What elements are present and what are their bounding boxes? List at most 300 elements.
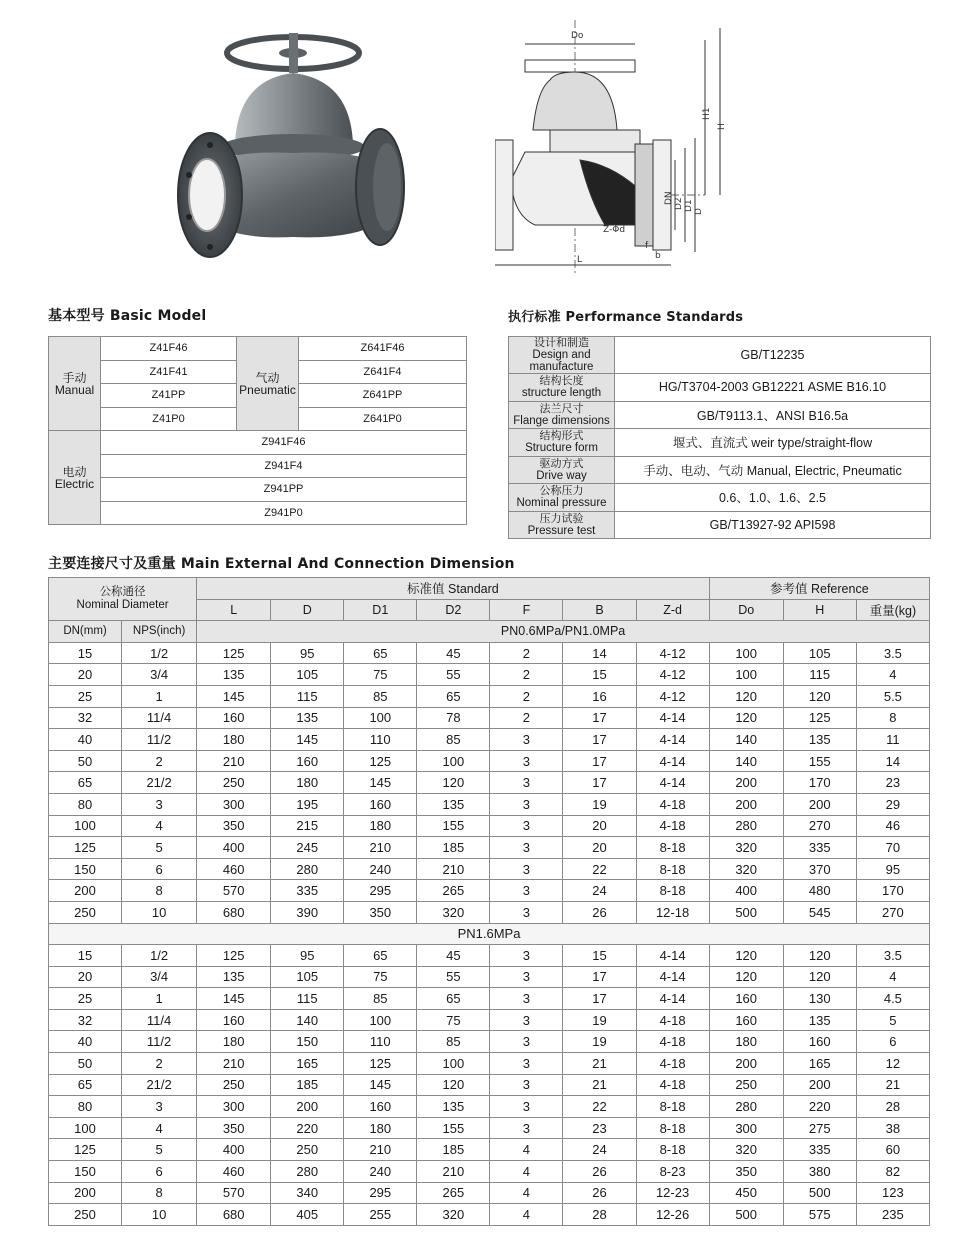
table-cell: 120 <box>783 685 856 707</box>
table-cell: 100 <box>709 642 783 664</box>
table-cell: 4 <box>490 1182 563 1204</box>
table-cell: 4-14 <box>636 966 709 988</box>
performance-label <box>509 456 615 484</box>
table-cell: 4-18 <box>636 1031 709 1053</box>
model-cell: Z41F41 <box>101 360 237 384</box>
table-cell: 120 <box>417 772 490 794</box>
group-manual <box>49 337 101 431</box>
table-cell: 155 <box>783 750 856 772</box>
table-cell: 8 <box>122 1182 197 1204</box>
nominal-diameter-en: Nominal Diameter <box>76 599 169 612</box>
table-cell: 245 <box>271 837 344 859</box>
table-cell: 4-14 <box>636 772 709 794</box>
performance-row <box>509 401 931 429</box>
table-row <box>49 815 930 837</box>
performance-label-en: Design and manufacture <box>529 349 594 373</box>
table-cell: 265 <box>417 1182 490 1204</box>
table-cell: 75 <box>344 664 417 686</box>
table-cell: 120 <box>417 1074 490 1096</box>
table-cell: 8-18 <box>636 880 709 902</box>
table-cell: 3 <box>490 1031 563 1053</box>
table-cell: 210 <box>344 1139 417 1161</box>
table-cell: 135 <box>271 707 344 729</box>
label-dn: DN <box>664 191 674 205</box>
table-cell: 14 <box>856 750 929 772</box>
label-do: Do <box>571 31 584 41</box>
table-cell: 270 <box>783 815 856 837</box>
table-cell: 40 <box>49 729 122 751</box>
table-cell: 170 <box>783 772 856 794</box>
table-cell: 21 <box>563 1053 636 1075</box>
table-cell: 155 <box>417 1117 490 1139</box>
table-cell: 400 <box>709 880 783 902</box>
table-row <box>49 664 930 686</box>
table-cell: 95 <box>271 945 344 967</box>
table-cell: 210 <box>417 1161 490 1183</box>
table-cell: 19 <box>563 1031 636 1053</box>
table-cell: 4-14 <box>636 750 709 772</box>
table-cell: 15 <box>49 642 122 664</box>
table-cell: 265 <box>417 880 490 902</box>
performance-label-zh: 结构长度 <box>539 374 584 388</box>
table-cell: 545 <box>783 901 856 923</box>
table-cell: 8 <box>122 880 197 902</box>
table-cell: 3 <box>490 988 563 1010</box>
table-row <box>49 1074 930 1096</box>
table-cell: 105 <box>271 966 344 988</box>
table-cell: 3 <box>490 945 563 967</box>
table-row <box>49 772 930 794</box>
table-cell: 3 <box>490 1117 563 1139</box>
table-cell: 45 <box>417 945 490 967</box>
table-cell: 85 <box>417 729 490 751</box>
table-cell: 21 <box>563 1074 636 1096</box>
table-cell: 12 <box>856 1053 929 1075</box>
table-cell: 180 <box>197 1031 271 1053</box>
table-cell: 8-18 <box>636 1096 709 1118</box>
table-cell: 570 <box>197 880 271 902</box>
table-cell: 680 <box>197 1204 271 1226</box>
pressure-band-label: PN1.6MPa <box>49 923 930 945</box>
table-cell: 160 <box>197 1009 271 1031</box>
table-cell: 295 <box>344 1182 417 1204</box>
table-cell: 250 <box>49 901 122 923</box>
table-cell: 19 <box>563 793 636 815</box>
column-header: B <box>563 599 636 621</box>
table-cell: 1 <box>122 988 197 1010</box>
table-cell: 12-26 <box>636 1204 709 1226</box>
table-cell: 28 <box>563 1204 636 1226</box>
performance-label-zh: 公称压力 <box>539 484 584 498</box>
table-cell: 145 <box>197 988 271 1010</box>
table-cell: 12-23 <box>636 1182 709 1204</box>
table-cell: 16 <box>563 685 636 707</box>
table-cell: 26 <box>563 1182 636 1204</box>
table-cell: 125 <box>197 642 271 664</box>
table-cell: 235 <box>856 1204 929 1226</box>
table-cell: 65 <box>49 772 122 794</box>
table-cell: 11/2 <box>122 729 197 751</box>
label-b: b <box>655 251 661 261</box>
table-cell: 55 <box>417 664 490 686</box>
model-cell: Z941F4 <box>101 454 467 478</box>
table-cell: 170 <box>856 880 929 902</box>
table-cell: 405 <box>271 1204 344 1226</box>
label-h: H <box>717 123 727 130</box>
table-cell: 15 <box>563 945 636 967</box>
table-cell: 300 <box>197 1096 271 1118</box>
table-cell: 55 <box>417 966 490 988</box>
table-cell: 3 <box>490 793 563 815</box>
table-cell: 100 <box>344 1009 417 1031</box>
group-pneumatic-en: Pneumatic <box>239 382 296 397</box>
performance-label <box>509 337 615 374</box>
table-cell: 370 <box>783 858 856 880</box>
table-cell: 210 <box>197 1053 271 1075</box>
table-cell: 100 <box>49 815 122 837</box>
performance-standards-table <box>508 336 931 539</box>
basic-model-table <box>48 336 467 525</box>
table-cell: 3 <box>490 1009 563 1031</box>
table-cell: 65 <box>344 642 417 664</box>
table-cell: 185 <box>417 1139 490 1161</box>
table-cell: 100 <box>417 750 490 772</box>
table-cell: 135 <box>783 729 856 751</box>
table-cell: 255 <box>344 1204 417 1226</box>
table-cell: 3 <box>490 815 563 837</box>
table-cell: 65 <box>344 945 417 967</box>
table-row <box>49 793 930 815</box>
table-cell: 4-12 <box>636 685 709 707</box>
table-cell: 120 <box>709 707 783 729</box>
table-cell: 120 <box>709 966 783 988</box>
table-cell: 125 <box>49 1139 122 1161</box>
table-cell: 180 <box>271 772 344 794</box>
column-header: 重量(kg) <box>856 599 929 621</box>
table-cell: 80 <box>49 1096 122 1118</box>
table-cell: 4-18 <box>636 1053 709 1075</box>
table-cell: 17 <box>563 772 636 794</box>
table-cell: 1/2 <box>122 642 197 664</box>
table-cell: 3 <box>490 858 563 880</box>
table-cell: 20 <box>49 966 122 988</box>
table-cell: 125 <box>783 707 856 729</box>
table-cell: 185 <box>271 1074 344 1096</box>
table-cell: 28 <box>856 1096 929 1118</box>
label-d: D <box>694 208 704 215</box>
table-cell: 4.5 <box>856 988 929 1010</box>
table-cell: 135 <box>783 1009 856 1031</box>
table-cell: 115 <box>783 664 856 686</box>
table-cell: 150 <box>271 1031 344 1053</box>
table-row <box>49 1117 930 1139</box>
table-row <box>49 966 930 988</box>
nominal-diameter-header <box>49 578 197 621</box>
model-cell: Z641PP <box>299 384 467 408</box>
table-cell: 320 <box>709 837 783 859</box>
table-cell: 400 <box>197 1139 271 1161</box>
table-cell: 1/2 <box>122 945 197 967</box>
valve-cross-section-drawing <box>495 20 760 280</box>
table-cell: 3.5 <box>856 642 929 664</box>
table-cell: 500 <box>709 1204 783 1226</box>
table-cell: 4-14 <box>636 945 709 967</box>
table-cell: 10 <box>122 1204 197 1226</box>
table-cell: 95 <box>271 642 344 664</box>
table-cell: 3 <box>490 1053 563 1075</box>
table-cell: 100 <box>709 664 783 686</box>
table-cell: 340 <box>271 1182 344 1204</box>
table-cell: 65 <box>417 988 490 1010</box>
table-row <box>49 901 930 923</box>
table-cell: 4-14 <box>636 729 709 751</box>
table-cell: 21 <box>856 1074 929 1096</box>
table-row <box>49 880 930 902</box>
label-f: f <box>645 241 649 251</box>
table-cell: 8 <box>856 707 929 729</box>
model-cell: Z941F46 <box>101 431 467 455</box>
table-cell: 335 <box>783 837 856 859</box>
table-cell: 140 <box>709 729 783 751</box>
table-cell: 160 <box>783 1031 856 1053</box>
performance-label-en: Drive way <box>536 469 587 482</box>
column-header: F <box>490 599 563 621</box>
basic-model-title: 基本型号 Basic Model <box>48 308 207 324</box>
table-cell: 280 <box>271 858 344 880</box>
table-cell: 185 <box>417 837 490 859</box>
table-row <box>49 945 930 967</box>
table-cell: 380 <box>783 1161 856 1183</box>
table-cell: 4-18 <box>636 793 709 815</box>
table-cell: 6 <box>122 858 197 880</box>
column-header: L <box>197 599 271 621</box>
table-cell: 160 <box>197 707 271 729</box>
table-cell: 320 <box>417 901 490 923</box>
table-cell: 110 <box>344 729 417 751</box>
model-cell: Z641F46 <box>299 337 467 361</box>
table-row <box>49 642 930 664</box>
table-cell: 5 <box>122 837 197 859</box>
performance-value: GB/T12235 <box>615 337 931 374</box>
nominal-diameter-zh: 公称通径 <box>99 586 146 599</box>
performance-label-en: Pressure test <box>527 524 596 537</box>
table-cell: 12-18 <box>636 901 709 923</box>
table-cell: 120 <box>709 685 783 707</box>
performance-label-en: Flange dimensions <box>513 414 610 427</box>
table-cell: 120 <box>783 945 856 967</box>
table-cell: 100 <box>49 1117 122 1139</box>
table-cell: 200 <box>709 793 783 815</box>
table-cell: 480 <box>783 880 856 902</box>
table-cell: 350 <box>709 1161 783 1183</box>
table-cell: 160 <box>344 1096 417 1118</box>
table-cell: 160 <box>709 988 783 1010</box>
table-cell: 240 <box>344 858 417 880</box>
table-cell: 65 <box>49 1074 122 1096</box>
table-cell: 20 <box>563 837 636 859</box>
table-cell: 150 <box>49 858 122 880</box>
performance-label-zh: 设计和制造 <box>534 336 589 349</box>
table-cell: 200 <box>49 1182 122 1204</box>
table-cell: 165 <box>271 1053 344 1075</box>
table-cell: 200 <box>783 793 856 815</box>
table-cell: 65 <box>417 685 490 707</box>
table-cell: 220 <box>783 1096 856 1118</box>
table-cell: 6 <box>856 1031 929 1053</box>
table-cell: 350 <box>197 1117 271 1139</box>
table-cell: 180 <box>344 815 417 837</box>
table-cell: 4-18 <box>636 1009 709 1031</box>
performance-row <box>509 429 931 457</box>
table-cell: 25 <box>49 685 122 707</box>
table-cell: 3 <box>490 729 563 751</box>
table-cell: 130 <box>783 988 856 1010</box>
performance-row <box>509 374 931 402</box>
table-cell: 19 <box>563 1009 636 1031</box>
table-cell: 350 <box>197 815 271 837</box>
group-pneumatic <box>237 337 299 431</box>
table-cell: 250 <box>197 772 271 794</box>
table-cell: 3 <box>490 750 563 772</box>
table-cell: 450 <box>709 1182 783 1204</box>
table-row <box>49 1009 930 1031</box>
table-cell: 115 <box>271 988 344 1010</box>
model-cell: Z641P0 <box>299 407 467 431</box>
table-cell: 145 <box>344 1074 417 1096</box>
table-cell: 250 <box>271 1139 344 1161</box>
table-cell: 8-18 <box>636 1117 709 1139</box>
table-cell: 3 <box>122 793 197 815</box>
table-cell: 500 <box>783 1182 856 1204</box>
table-cell: 5 <box>122 1139 197 1161</box>
table-cell: 82 <box>856 1161 929 1183</box>
table-cell: 8-18 <box>636 837 709 859</box>
table-cell: 10 <box>122 901 197 923</box>
table-cell: 200 <box>709 1053 783 1075</box>
table-row <box>49 750 930 772</box>
table-cell: 4-12 <box>636 664 709 686</box>
table-cell: 3/4 <box>122 966 197 988</box>
table-cell: 4 <box>122 815 197 837</box>
table-cell: 300 <box>197 793 271 815</box>
table-cell: 500 <box>709 901 783 923</box>
table-cell: 4-18 <box>636 815 709 837</box>
table-cell: 2 <box>490 664 563 686</box>
table-cell: 180 <box>709 1031 783 1053</box>
performance-value: 0.6、1.0、1.6、2.5 <box>615 484 931 512</box>
table-cell: 3 <box>490 772 563 794</box>
table-cell: 125 <box>49 837 122 859</box>
table-cell: 2 <box>490 642 563 664</box>
table-cell: 24 <box>563 1139 636 1161</box>
table-row <box>49 1161 930 1183</box>
table-cell: 250 <box>49 1204 122 1226</box>
table-cell: 3 <box>490 1074 563 1096</box>
table-row <box>49 729 930 751</box>
table-cell: 150 <box>49 1161 122 1183</box>
table-cell: 210 <box>197 750 271 772</box>
table-cell: 4-18 <box>636 1074 709 1096</box>
table-cell: 3 <box>490 1096 563 1118</box>
column-header: Do <box>709 599 783 621</box>
table-cell: 335 <box>783 1139 856 1161</box>
pressure-band-header: PN0.6MPa/PN1.0MPa <box>197 621 930 643</box>
table-cell: 200 <box>783 1074 856 1096</box>
table-cell: 3/4 <box>122 664 197 686</box>
label-z-phi-d: Z-Φd <box>603 225 626 235</box>
table-cell: 2 <box>122 750 197 772</box>
table-row <box>49 988 930 1010</box>
table-cell: 125 <box>197 945 271 967</box>
table-cell: 3 <box>122 1096 197 1118</box>
table-cell: 460 <box>197 1161 271 1183</box>
dn-header: DN(mm) <box>49 621 122 643</box>
performance-row <box>509 337 931 374</box>
performance-label <box>509 401 615 429</box>
table-cell: 25 <box>49 988 122 1010</box>
table-cell: 4 <box>490 1204 563 1226</box>
label-h1: H1 <box>702 107 712 120</box>
performance-label <box>509 511 615 539</box>
table-cell: 140 <box>709 750 783 772</box>
table-cell: 145 <box>271 729 344 751</box>
table-cell: 11/4 <box>122 707 197 729</box>
table-cell: 11/4 <box>122 1009 197 1031</box>
table-cell: 105 <box>783 642 856 664</box>
table-cell: 50 <box>49 750 122 772</box>
table-cell: 4-14 <box>636 707 709 729</box>
table-cell: 200 <box>271 1096 344 1118</box>
performance-label-zh: 法兰尺寸 <box>539 401 584 415</box>
table-cell: 75 <box>344 966 417 988</box>
table-row <box>49 1031 930 1053</box>
table-cell: 26 <box>563 901 636 923</box>
table-cell: 17 <box>563 750 636 772</box>
table-cell: 4 <box>856 664 929 686</box>
model-cell: Z41PP <box>101 384 237 408</box>
table-cell: 75 <box>417 1009 490 1031</box>
table-row <box>49 685 930 707</box>
table-cell: 38 <box>856 1117 929 1139</box>
table-cell: 390 <box>271 901 344 923</box>
table-cell: 145 <box>344 772 417 794</box>
table-row <box>49 707 930 729</box>
table-cell: 20 <box>49 664 122 686</box>
table-cell: 21/2 <box>122 772 197 794</box>
table-cell: 22 <box>563 1096 636 1118</box>
table-cell: 280 <box>709 1096 783 1118</box>
table-cell: 85 <box>344 685 417 707</box>
table-cell: 11/2 <box>122 1031 197 1053</box>
table-cell: 5.5 <box>856 685 929 707</box>
model-cell: Z941P0 <box>101 501 467 525</box>
table-cell: 15 <box>563 664 636 686</box>
nps-header: NPS(inch) <box>122 621 197 643</box>
performance-row <box>509 484 931 512</box>
table-cell: 85 <box>344 988 417 1010</box>
table-cell: 210 <box>417 858 490 880</box>
label-d2: D2 <box>674 197 684 210</box>
performance-value: GB/T9113.1、ANSI B16.5a <box>615 401 931 429</box>
table-row <box>49 1204 930 1226</box>
table-cell: 3 <box>490 880 563 902</box>
table-cell: 125 <box>344 750 417 772</box>
table-cell: 250 <box>197 1074 271 1096</box>
table-cell: 145 <box>197 685 271 707</box>
label-l: L <box>577 255 583 265</box>
table-cell: 70 <box>856 837 929 859</box>
table-cell: 3 <box>490 837 563 859</box>
